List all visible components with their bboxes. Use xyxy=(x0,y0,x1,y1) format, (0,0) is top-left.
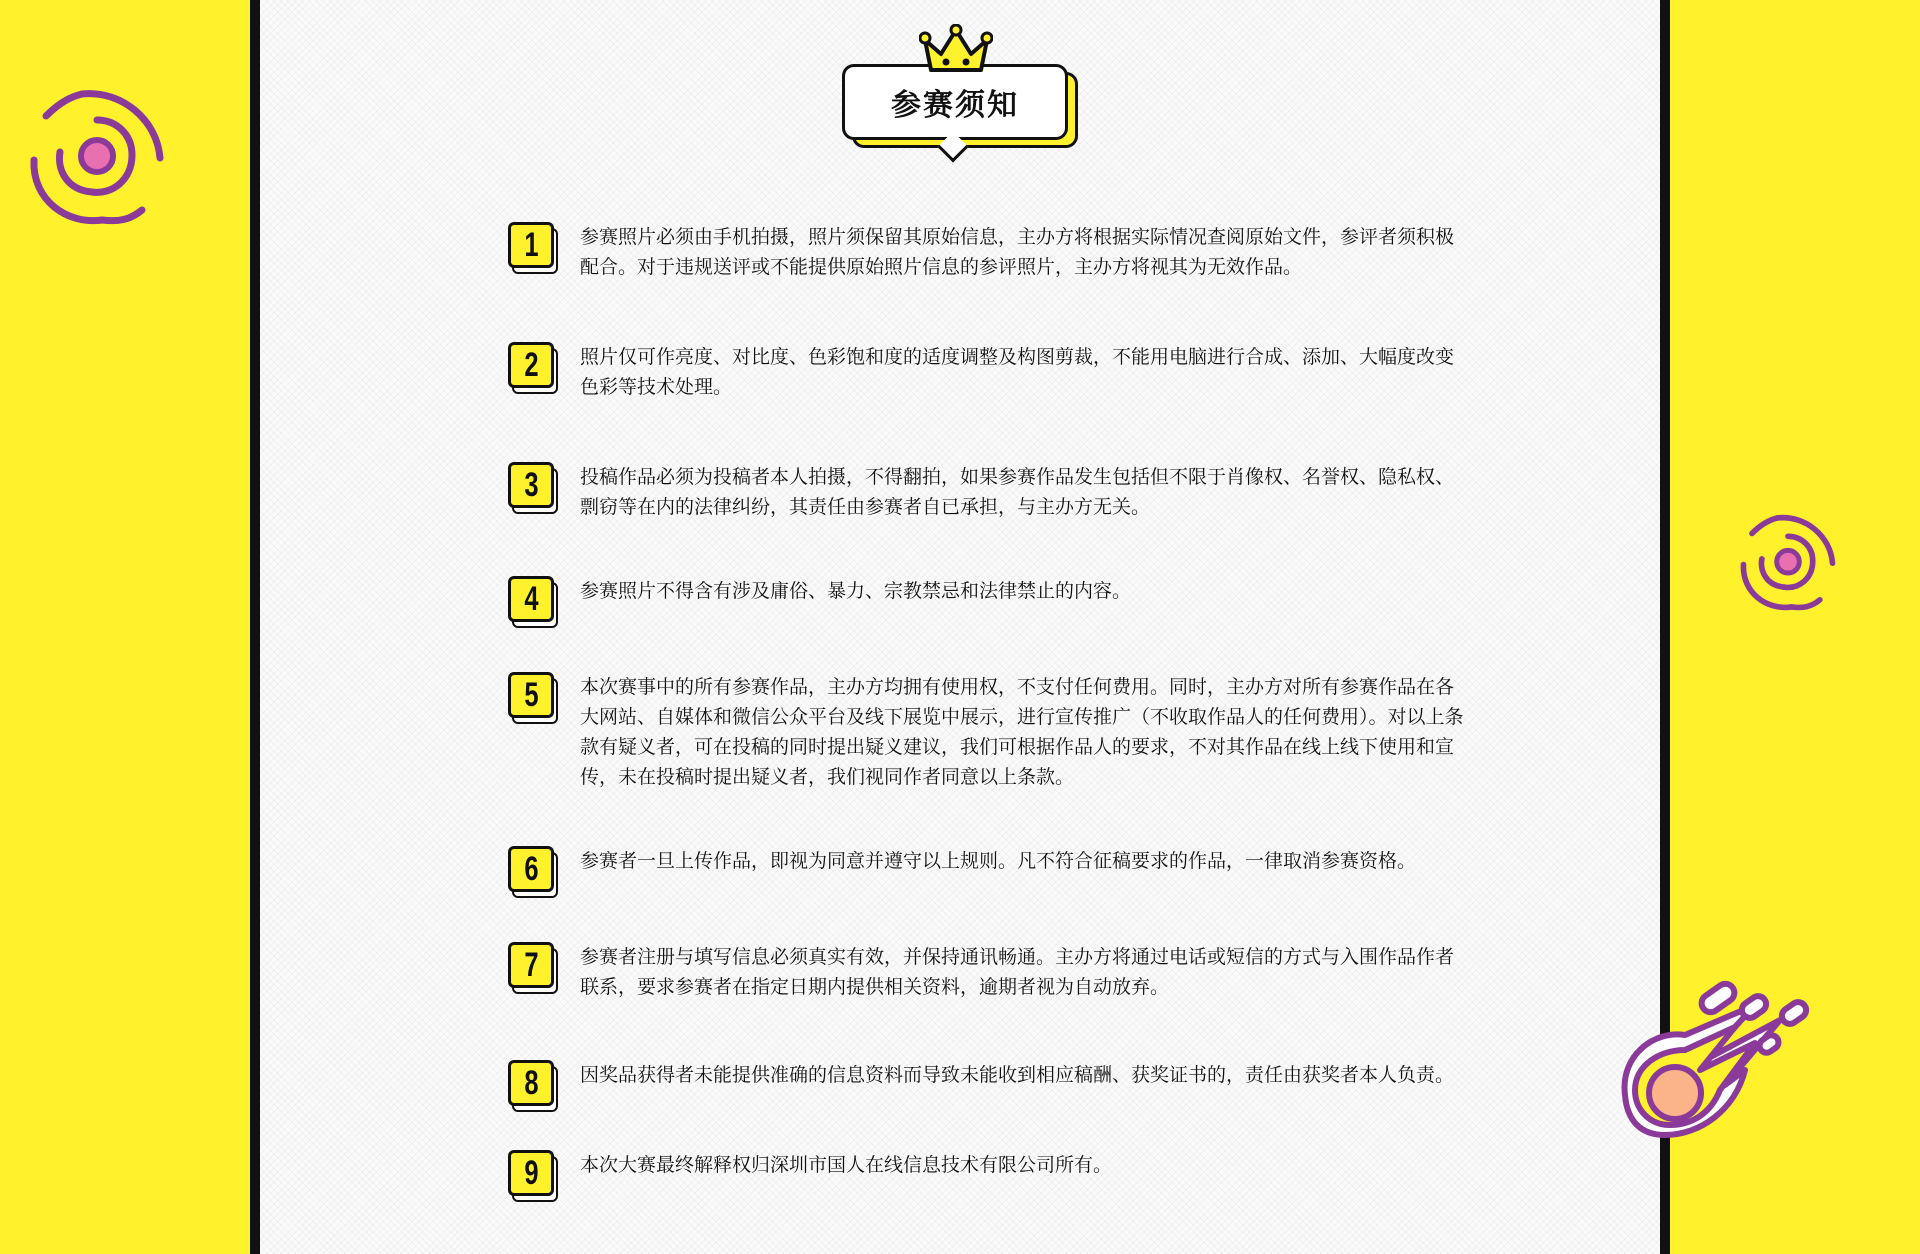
galaxy-swirl-icon xyxy=(1735,508,1841,614)
rule-number-badge xyxy=(508,672,560,724)
rule-number-badge xyxy=(508,942,560,994)
rule-text: 投稿作品必须为投稿者本人拍摄，不得翻拍，如果参赛作品发生包括但不限于肖像权、名誉权、隐私权、剽窃等在内的法律纠纷，其责任由参赛者自已承担，与主办方无关。 xyxy=(580,466,1455,518)
rule-number: 7 xyxy=(523,945,539,984)
page-title: 参赛须知 xyxy=(891,88,1019,123)
rule-number-badge xyxy=(508,576,560,628)
rule-number-badge xyxy=(508,846,560,898)
title-banner xyxy=(842,28,1082,158)
rule-text: 照片仅可作亮度、对比度、色彩饱和度的适度调整及构图剪裁，不能用电脑进行合成、添加、大幅度改变色彩等技术处理。 xyxy=(580,346,1455,398)
rule-number: 3 xyxy=(523,465,539,504)
rule-number-badge xyxy=(508,1150,560,1202)
rule-number: 5 xyxy=(523,675,539,714)
galaxy-swirl-icon xyxy=(22,80,172,230)
rule-text: 参赛者一旦上传作品，即视为同意并遵守以上规则。凡不符合征稿要求的作品，一律取消参赛资格。 xyxy=(580,850,1417,872)
rule-number: 1 xyxy=(523,225,539,264)
rule-number: 4 xyxy=(523,579,539,618)
rule-number-badge xyxy=(508,342,560,394)
rule-text: 本次大赛最终解释权归深圳市国人在线信息技术有限公司所有。 xyxy=(580,1154,1113,1176)
rule-text: 参赛照片必须由手机拍摄，照片须保留其原始信息，主办方将根据实际情况查阅原始文件，参评者须积极配合。对于违规送评或不能提供原始照片信息的参评照片，主办方将视其为无效作品。 xyxy=(580,226,1455,278)
rule-number: 2 xyxy=(523,345,539,384)
rule-text: 因奖品获得者未能提供准确的信息资料而导致未能收到相应稿酬、获奖证书的，责任由获奖者本人负责。 xyxy=(580,1064,1455,1086)
rule-text: 参赛者注册与填写信息必须真实有效，并保持通讯畅通。主办方将通过电话或短信的方式与入围作品作者联系，要求参赛者在指定日期内提供相关资料，逾期者视为自动放弃。 xyxy=(580,946,1455,998)
rule-number-badge xyxy=(508,222,560,274)
rule-number-badge xyxy=(508,462,560,514)
crown-icon xyxy=(919,24,993,76)
rule-number-badge xyxy=(508,1060,560,1112)
rule-number: 6 xyxy=(523,849,539,888)
rule-number: 9 xyxy=(523,1153,539,1192)
rule-text: 本次赛事中的所有参赛作品，主办方均拥有使用权，不支付任何费用。同时，主办方对所有参赛作品在各大网站、自媒体和微信公众平台及线下展览中展示，进行宣传推广（不收取作品人的任何费用）。对以上条款有疑义者，可在投稿的同时提出疑义建议，我们可根据作品人的要求，不对其作品在线上线下使用和宣传，未在投稿时提出疑义者，我们视同作者同意以上条款。 xyxy=(580,676,1464,788)
comet-icon xyxy=(1605,975,1820,1155)
rule-number: 8 xyxy=(523,1063,539,1102)
rule-text: 参赛照片不得含有涉及庸俗、暴力、宗教禁忌和法律禁止的内容。 xyxy=(580,580,1132,602)
